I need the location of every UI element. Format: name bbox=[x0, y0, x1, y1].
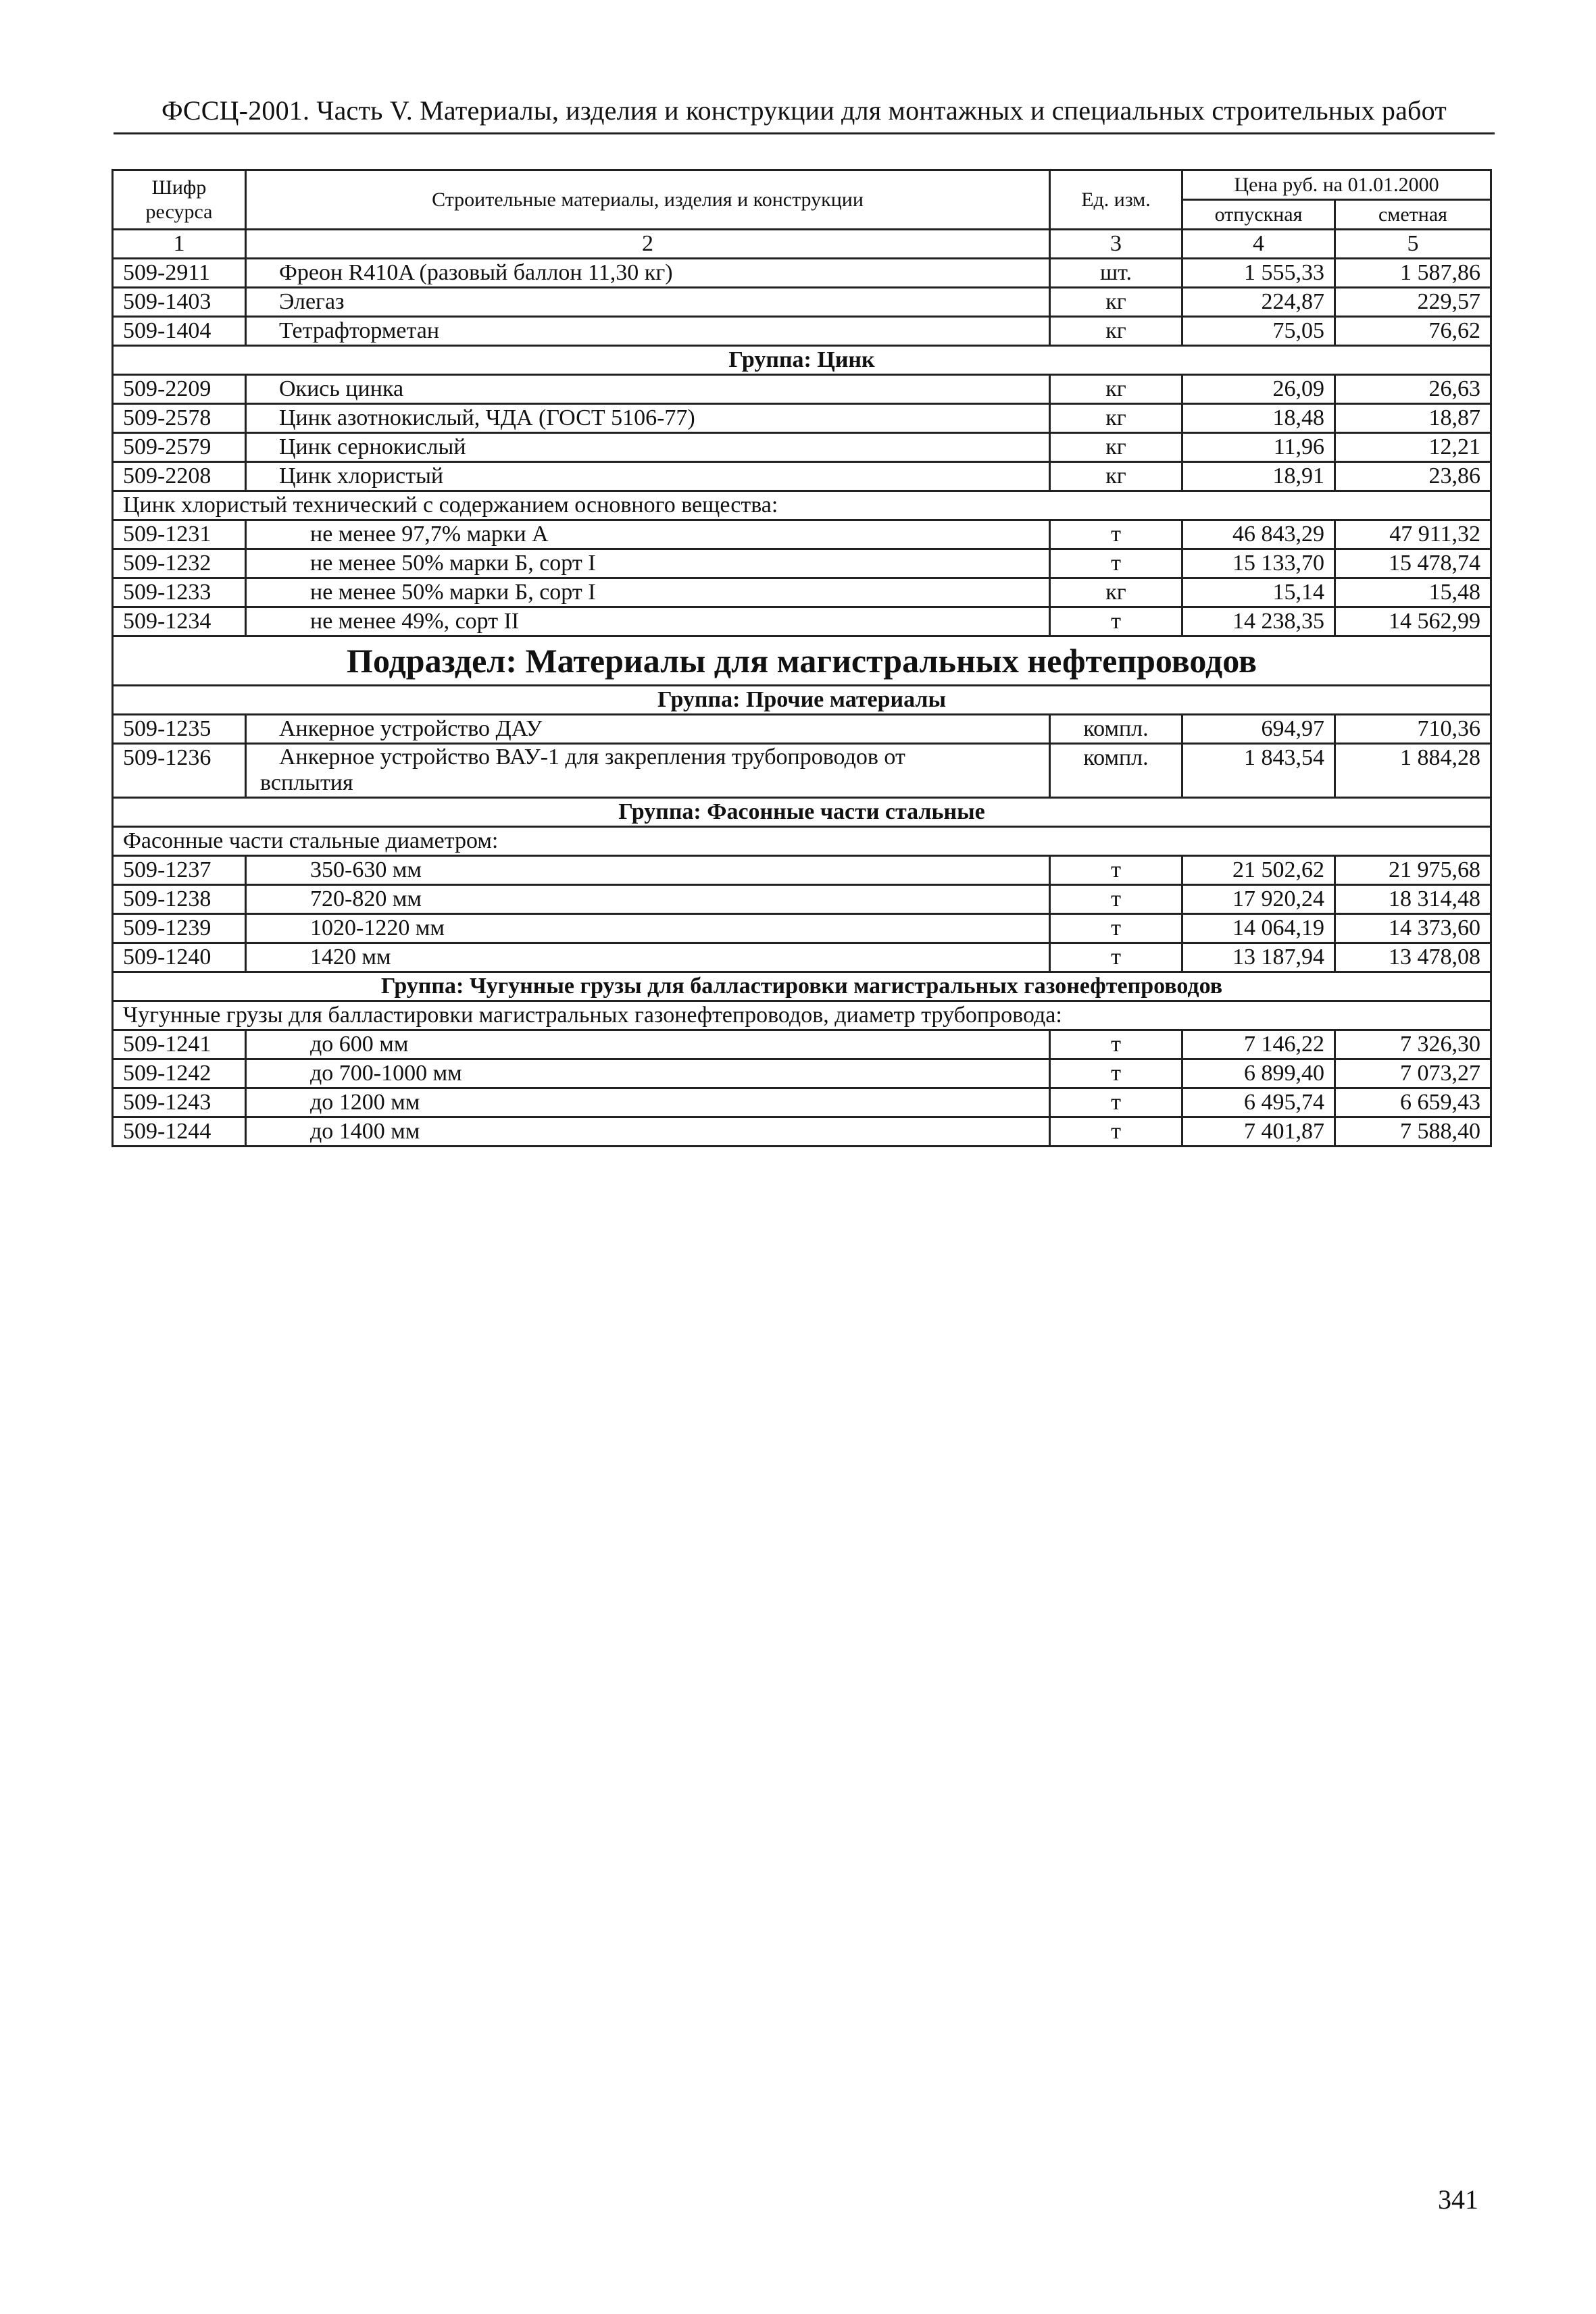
resource-name: не менее 97,7% марки А bbox=[246, 520, 1050, 549]
column-number: 4 bbox=[1182, 230, 1335, 259]
column-number-row bbox=[113, 230, 1491, 259]
table-row bbox=[113, 1117, 1491, 1147]
intro-fittings bbox=[113, 827, 1491, 856]
price-estimate: 14 562,99 bbox=[1335, 607, 1491, 636]
table-row bbox=[113, 1059, 1491, 1088]
price-release: 224,87 bbox=[1182, 288, 1335, 317]
price-release: 46 843,29 bbox=[1182, 520, 1335, 549]
unit: т bbox=[1050, 1117, 1182, 1147]
resource-name: не менее 49%, сорт II bbox=[246, 607, 1050, 636]
price-estimate: 26,63 bbox=[1335, 375, 1491, 404]
price-release: 14 064,19 bbox=[1182, 914, 1335, 943]
resource-code: 509-1240 bbox=[113, 943, 246, 972]
resource-code: 509-1244 bbox=[113, 1117, 246, 1147]
unit: т bbox=[1050, 607, 1182, 636]
price-estimate: 21 975,68 bbox=[1335, 856, 1491, 885]
price-estimate: 47 911,32 bbox=[1335, 520, 1491, 549]
resource-name: Анкерное устройство ДАУ bbox=[246, 715, 1050, 744]
group-zinc-title: Группа: Цинк bbox=[113, 346, 1491, 375]
price-release: 15 133,70 bbox=[1182, 549, 1335, 578]
resource-name: 1420 мм bbox=[246, 943, 1050, 972]
price-estimate: 229,57 bbox=[1335, 288, 1491, 317]
resource-name: 350-630 мм bbox=[246, 856, 1050, 885]
resource-code: 509-2209 bbox=[113, 375, 246, 404]
price-release: 17 920,24 bbox=[1182, 885, 1335, 914]
resource-name: Элегаз bbox=[246, 288, 1050, 317]
intro-zinc bbox=[113, 491, 1491, 520]
subsection-oil-pipelines-title: Подраздел: Материалы для магистральных нефтепроводов bbox=[113, 636, 1491, 686]
header-price: Цена руб. на 01.01.2000 bbox=[1182, 170, 1491, 200]
unit: кг bbox=[1050, 317, 1182, 346]
intro-fittings-text: Фасонные части стальные диаметром: bbox=[113, 827, 1491, 856]
resource-code: 509-2911 bbox=[113, 259, 246, 288]
group-other-materials-title: Группа: Прочие материалы bbox=[113, 686, 1491, 715]
column-number: 2 bbox=[246, 230, 1050, 259]
resource-code: 509-2578 bbox=[113, 404, 246, 433]
price-table bbox=[111, 169, 1492, 1147]
price-release: 11,96 bbox=[1182, 433, 1335, 462]
price-estimate: 15 478,74 bbox=[1335, 549, 1491, 578]
resource-name: Тетрафторметан bbox=[246, 317, 1050, 346]
table-row bbox=[113, 404, 1491, 433]
resource-name: не менее 50% марки Б, сорт I bbox=[246, 578, 1050, 607]
group-other-materials bbox=[113, 686, 1491, 715]
price-release: 6 899,40 bbox=[1182, 1059, 1335, 1088]
resource-name-line: всплытия bbox=[260, 770, 353, 795]
unit: т bbox=[1050, 1030, 1182, 1059]
unit: т bbox=[1050, 520, 1182, 549]
price-release: 7 146,22 bbox=[1182, 1030, 1335, 1059]
table-row bbox=[113, 914, 1491, 943]
price-release: 15,14 bbox=[1182, 578, 1335, 607]
resource-code: 509-1241 bbox=[113, 1030, 246, 1059]
resource-code: 509-1242 bbox=[113, 1059, 246, 1088]
price-estimate: 18 314,48 bbox=[1335, 885, 1491, 914]
price-estimate: 76,62 bbox=[1335, 317, 1491, 346]
resource-code: 509-1236 bbox=[113, 744, 246, 798]
table-row bbox=[113, 607, 1491, 636]
price-estimate: 23,86 bbox=[1335, 462, 1491, 491]
resource-code: 509-1234 bbox=[113, 607, 246, 636]
header-release: отпускная bbox=[1182, 200, 1335, 230]
unit: т bbox=[1050, 856, 1182, 885]
price-estimate: 1 884,28 bbox=[1335, 744, 1491, 798]
price-estimate: 7 588,40 bbox=[1335, 1117, 1491, 1147]
price-estimate: 15,48 bbox=[1335, 578, 1491, 607]
resource-code: 509-1239 bbox=[113, 914, 246, 943]
unit: т bbox=[1050, 1059, 1182, 1088]
price-release: 6 495,74 bbox=[1182, 1088, 1335, 1117]
resource-code: 509-1403 bbox=[113, 288, 246, 317]
header-unit: Ед. изм. bbox=[1050, 170, 1182, 230]
resource-code: 509-1235 bbox=[113, 715, 246, 744]
table-row bbox=[113, 520, 1491, 549]
unit: т bbox=[1050, 914, 1182, 943]
price-estimate: 710,36 bbox=[1335, 715, 1491, 744]
unit: шт. bbox=[1050, 259, 1182, 288]
column-number: 5 bbox=[1335, 230, 1491, 259]
resource-name: Окись цинка bbox=[246, 375, 1050, 404]
resource-name: Цинк азотнокислый, ЧДА (ГОСТ 5106-77) bbox=[246, 404, 1050, 433]
resource-code: 509-2208 bbox=[113, 462, 246, 491]
resource-name: 720-820 мм bbox=[246, 885, 1050, 914]
price-estimate: 7 073,27 bbox=[1335, 1059, 1491, 1088]
resource-code: 509-1233 bbox=[113, 578, 246, 607]
price-estimate: 14 373,60 bbox=[1335, 914, 1491, 943]
table-row bbox=[113, 1030, 1491, 1059]
group-cast-iron-weights-title: Группа: Чугунные грузы для балластировки магистральных газонефтепроводов bbox=[113, 972, 1491, 1001]
subsection-oil-pipelines bbox=[113, 636, 1491, 686]
table-row bbox=[113, 856, 1491, 885]
intro-weights-text: Чугунные грузы для балластировки магистральных газонефтепроводов, диаметр трубопровода: bbox=[113, 1001, 1491, 1030]
resource-code: 509-1238 bbox=[113, 885, 246, 914]
table-row bbox=[113, 288, 1491, 317]
unit: т bbox=[1050, 943, 1182, 972]
unit: компл. bbox=[1050, 715, 1182, 744]
table-row bbox=[113, 317, 1491, 346]
page-header: ФССЦ-2001. Часть V. Материалы, изделия и конструкции для монтажных и специальных строительных работ bbox=[161, 95, 1447, 126]
unit: кг bbox=[1050, 288, 1182, 317]
page-number: 341 bbox=[1438, 2184, 1478, 2215]
table-row bbox=[113, 578, 1491, 607]
table-row bbox=[113, 375, 1491, 404]
price-release: 26,09 bbox=[1182, 375, 1335, 404]
resource-name: Цинк хлористый bbox=[246, 462, 1050, 491]
resource-name: до 700-1000 мм bbox=[246, 1059, 1050, 1088]
group-zinc bbox=[113, 346, 1491, 375]
header-rule bbox=[114, 132, 1495, 134]
resource-name: не менее 50% марки Б, сорт I bbox=[246, 549, 1050, 578]
group-cast-iron-weights bbox=[113, 972, 1491, 1001]
table-row bbox=[113, 1088, 1491, 1117]
column-number: 3 bbox=[1050, 230, 1182, 259]
table-row bbox=[113, 549, 1491, 578]
intro-zinc-text: Цинк хлористый технический с содержанием основного вещества: bbox=[113, 491, 1491, 520]
resource-name bbox=[246, 744, 1050, 798]
resource-code: 509-1237 bbox=[113, 856, 246, 885]
table-row bbox=[113, 715, 1491, 744]
column-number: 1 bbox=[113, 230, 246, 259]
unit: компл. bbox=[1050, 744, 1182, 798]
price-release: 21 502,62 bbox=[1182, 856, 1335, 885]
table-row bbox=[113, 433, 1491, 462]
resource-name-line: Анкерное устройство ВАУ-1 для закрепления трубопроводов от bbox=[279, 745, 905, 770]
price-release: 694,97 bbox=[1182, 715, 1335, 744]
price-release: 13 187,94 bbox=[1182, 943, 1335, 972]
unit: кг bbox=[1050, 404, 1182, 433]
table-header-row bbox=[113, 170, 1491, 200]
group-steel-fittings bbox=[113, 798, 1491, 827]
header-code: Шифр ресурса bbox=[113, 170, 246, 230]
unit: т bbox=[1050, 549, 1182, 578]
price-release: 18,48 bbox=[1182, 404, 1335, 433]
resource-name: 1020-1220 мм bbox=[246, 914, 1050, 943]
price-estimate: 13 478,08 bbox=[1335, 943, 1491, 972]
price-release: 75,05 bbox=[1182, 317, 1335, 346]
resource-code: 509-1231 bbox=[113, 520, 246, 549]
table-row bbox=[113, 943, 1491, 972]
resource-code: 509-1404 bbox=[113, 317, 246, 346]
price-estimate: 12,21 bbox=[1335, 433, 1491, 462]
table-row bbox=[113, 259, 1491, 288]
price-estimate: 6 659,43 bbox=[1335, 1088, 1491, 1117]
table-row bbox=[113, 462, 1491, 491]
price-release: 14 238,35 bbox=[1182, 607, 1335, 636]
resource-name: Фреон R410A (разовый баллон 11,30 кг) bbox=[246, 259, 1050, 288]
price-estimate: 18,87 bbox=[1335, 404, 1491, 433]
table-row bbox=[113, 885, 1491, 914]
unit: т bbox=[1050, 885, 1182, 914]
unit: кг bbox=[1050, 375, 1182, 404]
unit: кг bbox=[1050, 462, 1182, 491]
group-steel-fittings-title: Группа: Фасонные части стальные bbox=[113, 798, 1491, 827]
price-release: 7 401,87 bbox=[1182, 1117, 1335, 1147]
header-estimate: сметная bbox=[1335, 200, 1491, 230]
price-release: 1 555,33 bbox=[1182, 259, 1335, 288]
header-name: Строительные материалы, изделия и конструкции bbox=[246, 170, 1050, 230]
resource-name: Цинк сернокислый bbox=[246, 433, 1050, 462]
intro-weights bbox=[113, 1001, 1491, 1030]
resource-name: до 600 мм bbox=[246, 1030, 1050, 1059]
price-estimate: 1 587,86 bbox=[1335, 259, 1491, 288]
resource-code: 509-1243 bbox=[113, 1088, 246, 1117]
price-estimate: 7 326,30 bbox=[1335, 1030, 1491, 1059]
unit: кг bbox=[1050, 433, 1182, 462]
price-release: 18,91 bbox=[1182, 462, 1335, 491]
resource-code: 509-2579 bbox=[113, 433, 246, 462]
resource-name: до 1200 мм bbox=[246, 1088, 1050, 1117]
unit: т bbox=[1050, 1088, 1182, 1117]
table-row bbox=[113, 744, 1491, 798]
resource-name: до 1400 мм bbox=[246, 1117, 1050, 1147]
resource-code: 509-1232 bbox=[113, 549, 246, 578]
price-release: 1 843,54 bbox=[1182, 744, 1335, 798]
unit: кг bbox=[1050, 578, 1182, 607]
